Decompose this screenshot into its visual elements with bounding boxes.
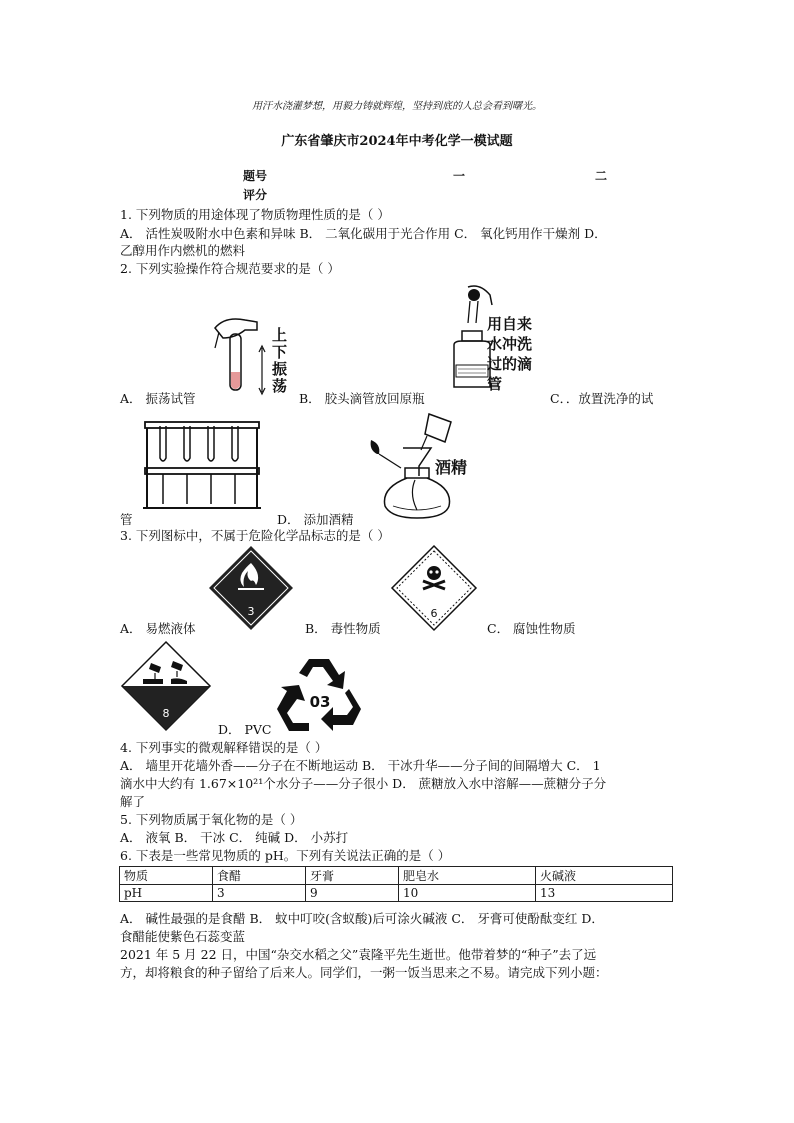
- recycle-number: 03: [309, 693, 331, 711]
- table-cell: 9: [306, 885, 399, 902]
- dropper-label-1: 用自来: [487, 315, 533, 333]
- shake-label-1: 上: [272, 326, 288, 344]
- tube-rack-image: [143, 420, 263, 510]
- q6-stem: 6. 下表是一些常见物质的 pH。下列有关说法正确的是（ ）: [120, 848, 451, 863]
- flammable-sign-number: 3: [247, 605, 255, 618]
- table-cell: 10: [399, 885, 536, 902]
- ph-table: [119, 866, 673, 902]
- q3-stem: 3. 下列图标中，不属于危险化学品标志的是（ ）: [120, 528, 390, 543]
- q2-option-c: C．．放置洗净的试: [550, 391, 654, 406]
- table-cell: pH: [120, 885, 213, 902]
- toxic-sign-icon: [391, 545, 477, 631]
- q1-options: A． 活性炭吸附水中色素和异味 B． 二氧化碳用于光合作用 C． 氧化钙用作干燥剂 D．: [120, 226, 607, 241]
- q2-option-b: B． 胶头滴管放回原瓶: [299, 391, 425, 406]
- shake-label-4: 荡: [272, 377, 288, 395]
- q3-option-a: A． 易燃液体: [120, 621, 196, 636]
- q5-stem: 5. 下列物质属于氧化物的是（ ）: [120, 812, 303, 827]
- table-row: [120, 885, 673, 902]
- q2-option-d: D． 添加酒精: [277, 512, 354, 527]
- table-cell: 牙膏: [306, 867, 399, 885]
- motto: 用汗水浇灌梦想，用毅力铸就辉煌，坚持到底的人总会看到曙光。: [252, 101, 542, 112]
- recycle-pvc-icon: [273, 655, 365, 731]
- dropper-label-4: 管: [487, 375, 503, 393]
- score-label-number: 题号: [243, 169, 268, 183]
- q1-options-cont: 乙醇用作内燃机的燃料: [120, 243, 246, 258]
- passage-line-2: 方，却将粮食的种子留给了后来人。同学们，一粥一饭当思来之不易。请完成下列小题：: [120, 965, 608, 980]
- q6-line-1: A． 碱性最强的是食醋 B． 蚊中叮咬(含蚁酸)后可涂火碱液 C． 牙膏可使酚酞变红 D．: [120, 911, 604, 926]
- q4-line-2: 滴水中大约有 1.67×10²¹个水分子——分子很小 D． 蔗糖放入水中溶解——蔗糖分子分: [120, 776, 607, 791]
- q4-stem: 4. 下列事实的微观解释错误的是（ ）: [120, 740, 328, 755]
- alcohol-label: 酒精: [435, 458, 468, 477]
- dropper-label-3: 过的滴: [487, 355, 533, 373]
- q3-option-b: B． 毒性物质: [305, 621, 381, 636]
- q3-option-c: C． 腐蚀性物质: [487, 621, 576, 636]
- shake-label-3: 振: [272, 360, 288, 378]
- toxic-sign-number: 6: [430, 607, 438, 620]
- corrosive-sign-number: 8: [162, 707, 170, 720]
- table-cell: 3: [213, 885, 306, 902]
- q4-line-3: 解了: [120, 794, 146, 809]
- page-title: 广东省肇庆市2024年中考化学一模试题: [281, 134, 513, 149]
- q2-option-c-cont: 管: [120, 512, 133, 527]
- score-col-1: 一: [453, 169, 466, 183]
- q5-options: A． 液氧 B． 干冰 C． 纯碱 D． 小苏打: [120, 830, 349, 845]
- q6-line-2: 食醋能使紫色石蕊变蓝: [120, 929, 246, 944]
- q2-stem: 2. 下列实验操作符合规范要求的是（ ）: [120, 261, 340, 276]
- q3-option-d: D． PVC: [218, 722, 272, 737]
- q4-line-1: A． 墙里开花墙外香——分子在不断地运动 B． 干冰升华——分子间的间隔增大 C． 1: [120, 758, 601, 773]
- score-col-2: 二: [595, 169, 608, 183]
- shake-label-2: 下: [272, 343, 288, 361]
- table-cell: 13: [536, 885, 673, 902]
- table-cell: 物质: [120, 867, 213, 885]
- table-cell: 火碱液: [536, 867, 673, 885]
- q2-option-a: A． 振荡试管: [120, 391, 196, 406]
- flammable-sign-icon: [208, 545, 294, 631]
- table-cell: 肥皂水: [399, 867, 536, 885]
- dropper-label-2: 水冲洗: [487, 335, 533, 353]
- corrosive-sign-icon: [121, 641, 211, 731]
- q1-stem: 1. 下列物质的用途体现了物质物理性质的是（ ）: [120, 207, 390, 222]
- table-cell: 食醋: [213, 867, 306, 885]
- score-label-score: 评分: [243, 188, 268, 202]
- passage-line-1: 2021 年 5 月 22 日，中国“杂交水稻之父”袁隆平先生逝世。他带着梦的“种子”去了远: [120, 947, 597, 962]
- table-row: [120, 867, 673, 885]
